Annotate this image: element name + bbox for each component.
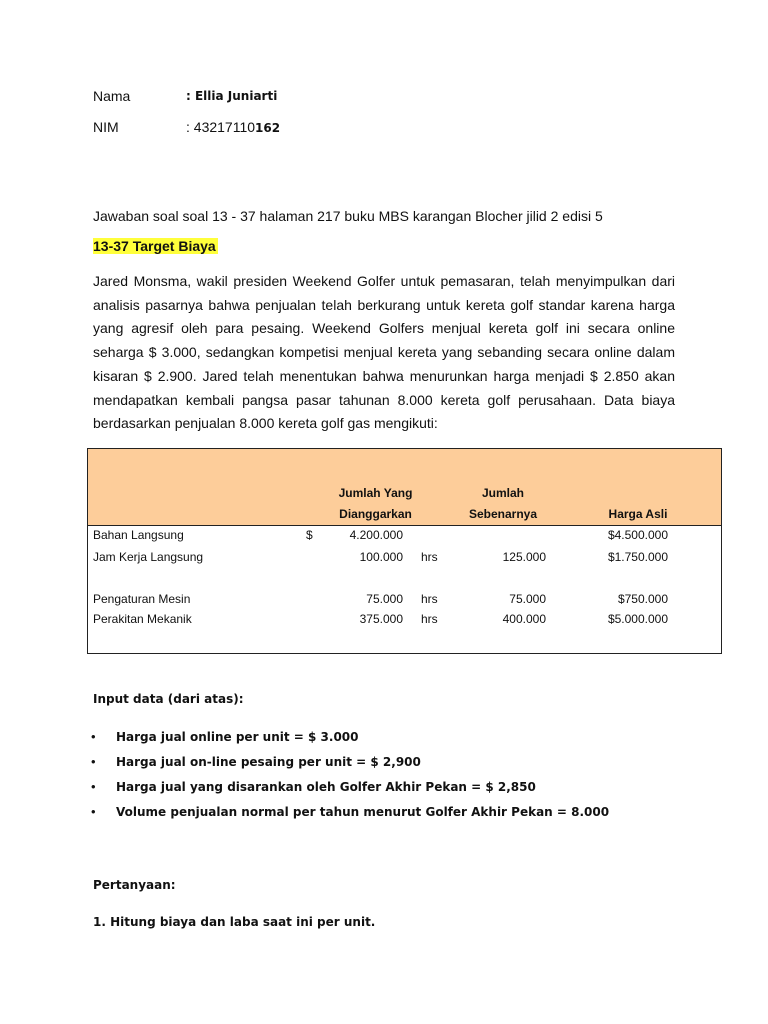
bullet-item: Harga jual yang disarankan oleh Golfer Akhir Pekan = $ 2,850: [116, 780, 536, 794]
row-currency: $: [306, 528, 313, 542]
row-actual: 400.000: [502, 612, 546, 626]
header-actual-line2: Sebenarnya: [468, 507, 538, 521]
header-actual-line1: Jumlah: [481, 486, 524, 500]
row-unit: hrs: [421, 592, 438, 606]
row-actual: 75.000: [509, 592, 546, 606]
cost-table: [87, 448, 722, 654]
nama-label: Nama: [93, 88, 131, 104]
table-header: [88, 449, 721, 526]
header-budget-line2: Dianggarkan: [339, 507, 412, 521]
intro-text: Jawaban soal soal 13 - 37 halaman 217 buku MBS karangan Blocher jilid 2 edisi 5: [93, 208, 603, 224]
row-label: Bahan Langsung: [93, 528, 184, 542]
bullet-icon: •: [91, 779, 96, 794]
input-data-title: Input data (dari atas):: [93, 692, 244, 706]
row-budget: 75.000: [366, 592, 403, 606]
section-title-highlight: 13-37 Target Biaya: [93, 238, 216, 254]
row-budget: 4.200.000: [349, 528, 403, 542]
row-unit: hrs: [421, 612, 438, 626]
row-budget: 375.000: [359, 612, 403, 626]
section-title: [93, 238, 218, 254]
nim-label: NIM: [93, 119, 119, 135]
questions-title: Pertanyaan:: [93, 878, 176, 892]
bullet-item: Volume penjualan normal per tahun menurut Golfer Akhir Pekan = 8.000: [116, 805, 610, 819]
nim-value-main: : 43217110: [186, 119, 256, 135]
nim-value: [186, 119, 280, 135]
bullet-icon: •: [91, 729, 96, 744]
row-price: $4.500.000: [607, 528, 668, 542]
row-label: Jam Kerja Langsung: [93, 550, 204, 564]
row-price: $750.000: [617, 592, 668, 606]
row-actual: 125.000: [502, 550, 546, 564]
row-budget: 100.000: [359, 550, 403, 564]
problem-paragraph: Jared Monsma, wakil presiden Weekend Golfer untuk pemasaran, telah menyimpulkan dari analisis pasarnya bahwa penjualan telah berkurang untuk kereta golf standar karena harga yang agresif oleh para pesaing. Weekend Golfers menjual kereta golf ini secara online seharga $ 3.000, sedangkan kompetisi menjual kereta yang sebanding secara online dalam kisaran $ 2.900. Jared telah menentukan bahwa menurunkan harga menjadi $ 2.850 akan mendapatkan kembali pangsa pasar tahunan 8.000 kereta golf perusahaan. Data biaya berdasarkan penjualan 8.000 kereta golf gas mengikuti:: [93, 273, 675, 432]
row-price: $5.000.000: [607, 612, 668, 626]
row-unit: hrs: [421, 550, 438, 564]
bullet-item: Harga jual on-line pesaing per unit = $ 2,900: [116, 755, 421, 769]
row-price: $1.750.000: [607, 550, 668, 564]
row-label: Pengaturan Mesin: [93, 592, 191, 606]
nama-value: : Ellia Juniarti: [186, 89, 278, 103]
question-1: 1. Hitung biaya dan laba saat ini per unit.: [93, 915, 376, 929]
bullet-icon: •: [91, 754, 96, 769]
header-original-price: Harga Asli: [608, 507, 668, 521]
bullet-icon: •: [91, 804, 96, 819]
header-budget-line1: Jumlah Yang: [338, 486, 413, 500]
nim-value-tail: 162: [255, 121, 281, 135]
bullet-item: Harga jual online per unit = $ 3.000: [116, 730, 359, 744]
row-label: Perakitan Mekanik: [93, 612, 192, 626]
